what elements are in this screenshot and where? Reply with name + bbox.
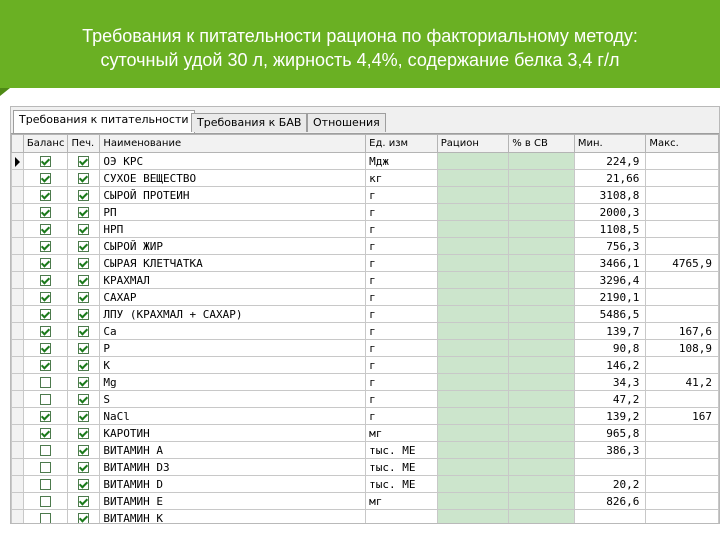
percent-dm-cell[interactable]: [509, 306, 575, 323]
print-checkbox-cell: [68, 425, 100, 442]
balance-checkbox[interactable]: [40, 292, 51, 303]
min-value[interactable]: 90,8: [574, 340, 646, 357]
unit-cell[interactable]: г: [366, 323, 438, 340]
percent-dm-cell[interactable]: [509, 221, 575, 238]
min-value[interactable]: 1108,5: [574, 221, 646, 238]
max-value[interactable]: [646, 238, 719, 255]
min-value[interactable]: 20,2: [574, 476, 646, 493]
table-row[interactable]: [12, 476, 719, 493]
nutrient-name[interactable]: ВИТАМИН Е: [100, 493, 366, 510]
table-row[interactable]: [12, 255, 719, 272]
balance-checkbox-cell: [23, 374, 68, 391]
min-value[interactable]: [574, 510, 646, 525]
balance-checkbox[interactable]: [40, 360, 51, 371]
balance-checkbox-cell: [23, 204, 68, 221]
balance-checkbox[interactable]: [40, 326, 51, 337]
min-value[interactable]: 826,6: [574, 493, 646, 510]
print-checkbox[interactable]: [78, 292, 89, 303]
min-value[interactable]: 3108,8: [574, 187, 646, 204]
percent-dm-cell[interactable]: [509, 153, 575, 170]
balance-checkbox[interactable]: [40, 445, 51, 456]
min-value[interactable]: 224,9: [574, 153, 646, 170]
percent-dm-cell[interactable]: [509, 459, 575, 476]
table-row[interactable]: [12, 272, 719, 289]
nutrient-name[interactable]: НРП: [100, 221, 366, 238]
min-value[interactable]: 21,66: [574, 170, 646, 187]
ration-cell[interactable]: [437, 374, 508, 391]
min-value[interactable]: 2000,3: [574, 204, 646, 221]
table-row[interactable]: [12, 323, 719, 340]
nutrient-name[interactable]: NaCl: [100, 408, 366, 425]
row-indicator[interactable]: [12, 391, 24, 408]
balance-checkbox-cell: [23, 272, 68, 289]
balance-checkbox[interactable]: [40, 275, 51, 286]
print-checkbox-cell: [68, 272, 100, 289]
header-ration[interactable]: Рацион: [437, 135, 508, 153]
nutrient-name[interactable]: ВИТАМИН К: [100, 510, 366, 525]
row-indicator[interactable]: [12, 255, 24, 272]
print-checkbox-cell: [68, 306, 100, 323]
balance-checkbox[interactable]: [40, 428, 51, 439]
balance-checkbox[interactable]: [40, 496, 51, 507]
ration-cell[interactable]: [437, 340, 508, 357]
balance-checkbox-cell: [23, 306, 68, 323]
min-value[interactable]: 47,2: [574, 391, 646, 408]
app-window: [10, 106, 720, 524]
min-value[interactable]: 3466,1: [574, 255, 646, 272]
balance-checkbox[interactable]: [40, 207, 51, 218]
print-checkbox[interactable]: [78, 462, 89, 473]
print-checkbox[interactable]: [78, 479, 89, 490]
print-checkbox-cell: [68, 289, 100, 306]
max-value[interactable]: [646, 459, 719, 476]
ration-cell[interactable]: [437, 323, 508, 340]
max-value[interactable]: [646, 153, 719, 170]
table-row[interactable]: [12, 442, 719, 459]
tab-nutrition-requirements[interactable]: Требования к питательности: [13, 110, 195, 133]
row-indicator[interactable]: [12, 221, 24, 238]
nutrient-name[interactable]: Mg: [100, 374, 366, 391]
banner-fold: [0, 88, 10, 96]
slide-title: [10, 24, 710, 72]
balance-checkbox[interactable]: [40, 513, 51, 524]
max-value[interactable]: [646, 289, 719, 306]
balance-checkbox[interactable]: [40, 411, 51, 422]
balance-checkbox-cell: [23, 476, 68, 493]
max-value[interactable]: [646, 187, 719, 204]
percent-dm-cell[interactable]: [509, 255, 575, 272]
min-value[interactable]: [574, 459, 646, 476]
print-checkbox[interactable]: [78, 173, 89, 184]
print-checkbox-cell: [68, 170, 100, 187]
balance-checkbox[interactable]: [40, 173, 51, 184]
row-indicator[interactable]: [12, 272, 24, 289]
ration-cell[interactable]: [437, 476, 508, 493]
print-checkbox[interactable]: [78, 326, 89, 337]
print-checkbox-cell: [68, 391, 100, 408]
balance-checkbox[interactable]: [40, 258, 51, 269]
max-value[interactable]: [646, 221, 719, 238]
unit-cell[interactable]: г: [366, 238, 438, 255]
unit-cell[interactable]: г: [366, 255, 438, 272]
unit-cell[interactable]: г: [366, 221, 438, 238]
print-checkbox-cell: [68, 374, 100, 391]
unit-cell[interactable]: [366, 510, 438, 525]
min-value[interactable]: 965,8: [574, 425, 646, 442]
percent-dm-cell[interactable]: [509, 374, 575, 391]
ration-cell[interactable]: [437, 272, 508, 289]
print-checkbox-cell: [68, 340, 100, 357]
min-value[interactable]: 139,2: [574, 408, 646, 425]
nutrient-name[interactable]: S: [100, 391, 366, 408]
ration-cell[interactable]: [437, 391, 508, 408]
balance-checkbox[interactable]: [40, 343, 51, 354]
nutrient-name[interactable]: ВИТАМИН D3: [100, 459, 366, 476]
row-indicator[interactable]: [12, 170, 24, 187]
ration-cell[interactable]: [437, 510, 508, 525]
unit-cell[interactable]: мг: [366, 493, 438, 510]
balance-checkbox-cell: [23, 408, 68, 425]
header-row: [12, 135, 719, 153]
header-min[interactable]: Мин.: [574, 135, 646, 153]
row-indicator[interactable]: [12, 289, 24, 306]
table-row[interactable]: [12, 187, 719, 204]
balance-checkbox-cell: [23, 255, 68, 272]
print-checkbox[interactable]: [78, 309, 89, 320]
row-indicator[interactable]: [12, 425, 24, 442]
max-value[interactable]: 41,2: [646, 374, 719, 391]
max-value[interactable]: [646, 510, 719, 525]
requirements-grid: [11, 133, 719, 524]
max-value[interactable]: [646, 272, 719, 289]
balance-checkbox-cell: [23, 289, 68, 306]
balance-checkbox[interactable]: [40, 309, 51, 320]
balance-checkbox[interactable]: [40, 394, 51, 405]
nutrient-name[interactable]: СЫРОЙ ПРОТЕИН: [100, 187, 366, 204]
ration-cell[interactable]: [437, 187, 508, 204]
print-checkbox-cell: [68, 357, 100, 374]
percent-dm-cell[interactable]: [509, 476, 575, 493]
unit-cell[interactable]: тыс. МЕ: [366, 442, 438, 459]
unit-cell[interactable]: г: [366, 187, 438, 204]
nutrient-name[interactable]: САХАР: [100, 289, 366, 306]
ration-cell[interactable]: [437, 289, 508, 306]
nutrient-name[interactable]: ВИТАМИН D: [100, 476, 366, 493]
min-value[interactable]: 756,3: [574, 238, 646, 255]
print-checkbox[interactable]: [78, 411, 89, 422]
balance-checkbox-cell: [23, 425, 68, 442]
nutrient-name[interactable]: K: [100, 357, 366, 374]
ration-cell[interactable]: [437, 170, 508, 187]
unit-cell[interactable]: г: [366, 204, 438, 221]
balance-checkbox-cell: [23, 340, 68, 357]
row-indicator[interactable]: [12, 442, 24, 459]
max-value[interactable]: 167,6: [646, 323, 719, 340]
print-checkbox-cell: [68, 238, 100, 255]
table-row[interactable]: [12, 357, 719, 374]
percent-dm-cell[interactable]: [509, 272, 575, 289]
print-checkbox-cell: [68, 493, 100, 510]
max-value[interactable]: [646, 442, 719, 459]
current-row-arrow-icon: [15, 157, 20, 167]
print-checkbox-cell: [68, 221, 100, 238]
row-indicator[interactable]: [12, 459, 24, 476]
min-value[interactable]: 3296,4: [574, 272, 646, 289]
unit-cell[interactable]: г: [366, 357, 438, 374]
print-checkbox-cell: [68, 459, 100, 476]
row-indicator[interactable]: [12, 493, 24, 510]
nutrient-name[interactable]: P: [100, 340, 366, 357]
unit-cell[interactable]: г: [366, 289, 438, 306]
nutrient-name[interactable]: КРАХМАЛ: [100, 272, 366, 289]
max-value[interactable]: [646, 306, 719, 323]
max-value[interactable]: [646, 493, 719, 510]
nutrient-name[interactable]: СЫРАЯ КЛЕТЧАТКА: [100, 255, 366, 272]
percent-dm-cell[interactable]: [509, 289, 575, 306]
balance-checkbox[interactable]: [40, 241, 51, 252]
table-row[interactable]: [12, 391, 719, 408]
ration-cell[interactable]: [437, 442, 508, 459]
table-row[interactable]: [12, 221, 719, 238]
balance-checkbox-cell: [23, 510, 68, 525]
slide-title-line-1: Требования к питательности рациона по факториальному методу:: [82, 26, 638, 46]
balance-checkbox-cell: [23, 170, 68, 187]
unit-cell[interactable]: г: [366, 272, 438, 289]
table-row[interactable]: [12, 238, 719, 255]
ration-cell[interactable]: [437, 221, 508, 238]
nutrient-name[interactable]: РП: [100, 204, 366, 221]
nutrient-name[interactable]: СУХОЕ ВЕЩЕСТВО: [100, 170, 366, 187]
max-value[interactable]: [646, 425, 719, 442]
row-indicator[interactable]: [12, 340, 24, 357]
unit-cell[interactable]: тыс. МЕ: [366, 476, 438, 493]
ration-cell[interactable]: [437, 408, 508, 425]
unit-cell[interactable]: мг: [366, 425, 438, 442]
nutrient-name[interactable]: КАРОТИН: [100, 425, 366, 442]
balance-checkbox-cell: [23, 238, 68, 255]
unit-cell[interactable]: Мдж: [366, 153, 438, 170]
print-checkbox-cell: [68, 153, 100, 170]
ration-cell[interactable]: [437, 255, 508, 272]
unit-cell[interactable]: г: [366, 391, 438, 408]
table-row[interactable]: [12, 204, 719, 221]
print-checkbox[interactable]: [78, 428, 89, 439]
row-indicator[interactable]: [12, 306, 24, 323]
print-checkbox-cell: [68, 204, 100, 221]
table-row[interactable]: [12, 459, 719, 476]
max-value[interactable]: 4765,9: [646, 255, 719, 272]
ration-cell[interactable]: [437, 357, 508, 374]
unit-cell[interactable]: г: [366, 306, 438, 323]
header-name[interactable]: Наименование: [100, 135, 366, 153]
header-max[interactable]: Макс.: [646, 135, 719, 153]
print-checkbox-cell: [68, 510, 100, 525]
unit-cell[interactable]: тыс. МЕ: [366, 459, 438, 476]
table-row[interactable]: [12, 408, 719, 425]
balance-checkbox-cell: [23, 493, 68, 510]
balance-checkbox[interactable]: [40, 156, 51, 167]
requirements-table: [11, 134, 719, 524]
percent-dm-cell[interactable]: [509, 204, 575, 221]
max-value[interactable]: [646, 391, 719, 408]
table-row[interactable]: [12, 153, 719, 170]
print-checkbox[interactable]: [78, 207, 89, 218]
header-percent-dm[interactable]: % в СВ: [509, 135, 575, 153]
print-checkbox-cell: [68, 255, 100, 272]
balance-checkbox-cell: [23, 357, 68, 374]
percent-dm-cell[interactable]: [509, 187, 575, 204]
unit-cell[interactable]: г: [366, 374, 438, 391]
max-value[interactable]: [646, 204, 719, 221]
print-checkbox-cell: [68, 187, 100, 204]
balance-checkbox[interactable]: [40, 479, 51, 490]
print-checkbox[interactable]: [78, 156, 89, 167]
tab-bar: [11, 107, 719, 133]
print-checkbox[interactable]: [78, 343, 89, 354]
tab-relations[interactable]: Отношения: [307, 113, 386, 132]
print-checkbox[interactable]: [78, 275, 89, 286]
min-value[interactable]: 5486,5: [574, 306, 646, 323]
unit-cell[interactable]: кг: [366, 170, 438, 187]
nutrient-name[interactable]: ЛПУ (КРАХМАЛ + САХАР): [100, 306, 366, 323]
print-checkbox[interactable]: [78, 258, 89, 269]
nutrient-name[interactable]: СЫРОЙ ЖИР: [100, 238, 366, 255]
row-indicator[interactable]: [12, 357, 24, 374]
print-checkbox-cell: [68, 323, 100, 340]
balance-checkbox-cell: [23, 221, 68, 238]
row-indicator[interactable]: [12, 204, 24, 221]
percent-dm-cell[interactable]: [509, 408, 575, 425]
row-indicator[interactable]: [12, 187, 24, 204]
percent-dm-cell[interactable]: [509, 442, 575, 459]
print-checkbox[interactable]: [78, 445, 89, 456]
table-row[interactable]: [12, 340, 719, 357]
balance-checkbox-cell: [23, 459, 68, 476]
table-row[interactable]: [12, 170, 719, 187]
max-value[interactable]: [646, 476, 719, 493]
row-indicator[interactable]: [12, 323, 24, 340]
max-value[interactable]: 108,9: [646, 340, 719, 357]
max-value[interactable]: [646, 357, 719, 374]
percent-dm-cell[interactable]: [509, 493, 575, 510]
row-indicator[interactable]: [12, 510, 24, 525]
nutrient-name[interactable]: ОЭ КРС: [100, 153, 366, 170]
balance-checkbox-cell: [23, 153, 68, 170]
ration-cell[interactable]: [437, 306, 508, 323]
percent-dm-cell[interactable]: [509, 238, 575, 255]
table-row[interactable]: [12, 425, 719, 442]
max-value[interactable]: 167: [646, 408, 719, 425]
grid-body: [12, 153, 719, 525]
balance-checkbox-cell: [23, 391, 68, 408]
balance-checkbox-cell: [23, 323, 68, 340]
unit-cell[interactable]: г: [366, 340, 438, 357]
percent-dm-cell[interactable]: [509, 391, 575, 408]
print-checkbox[interactable]: [78, 190, 89, 201]
ration-cell[interactable]: [437, 459, 508, 476]
min-value[interactable]: 146,2: [574, 357, 646, 374]
balance-checkbox[interactable]: [40, 462, 51, 473]
print-checkbox-cell: [68, 476, 100, 493]
header-unit[interactable]: Ед. изм: [366, 135, 438, 153]
unit-cell[interactable]: г: [366, 408, 438, 425]
min-value[interactable]: 139,7: [574, 323, 646, 340]
balance-checkbox-cell: [23, 442, 68, 459]
print-checkbox[interactable]: [78, 224, 89, 235]
percent-dm-cell[interactable]: [509, 340, 575, 357]
percent-dm-cell[interactable]: [509, 170, 575, 187]
print-checkbox[interactable]: [78, 241, 89, 252]
balance-checkbox[interactable]: [40, 377, 51, 388]
ration-cell[interactable]: [437, 493, 508, 510]
balance-checkbox[interactable]: [40, 190, 51, 201]
header-indicator: [12, 135, 24, 153]
row-indicator[interactable]: [12, 238, 24, 255]
min-value[interactable]: 2190,1: [574, 289, 646, 306]
table-row[interactable]: [12, 306, 719, 323]
percent-dm-cell[interactable]: [509, 510, 575, 525]
print-checkbox-cell: [68, 442, 100, 459]
print-checkbox[interactable]: [78, 513, 89, 524]
ration-cell[interactable]: [437, 153, 508, 170]
min-value[interactable]: 34,3: [574, 374, 646, 391]
row-indicator[interactable]: [12, 476, 24, 493]
balance-checkbox-cell: [23, 187, 68, 204]
nutrient-name[interactable]: Са: [100, 323, 366, 340]
table-row[interactable]: [12, 510, 719, 525]
row-indicator[interactable]: [12, 153, 24, 170]
header-balance[interactable]: Баланс: [23, 135, 68, 153]
min-value[interactable]: 386,3: [574, 442, 646, 459]
row-indicator[interactable]: [12, 374, 24, 391]
row-indicator[interactable]: [12, 408, 24, 425]
max-value[interactable]: [646, 170, 719, 187]
print-checkbox[interactable]: [78, 360, 89, 371]
header-print[interactable]: Печ.: [68, 135, 100, 153]
percent-dm-cell[interactable]: [509, 323, 575, 340]
tab-bav-requirements[interactable]: Требования к БАВ: [191, 113, 307, 132]
ration-cell[interactable]: [437, 238, 508, 255]
ration-cell[interactable]: [437, 425, 508, 442]
percent-dm-cell[interactable]: [509, 425, 575, 442]
percent-dm-cell[interactable]: [509, 357, 575, 374]
print-checkbox[interactable]: [78, 496, 89, 507]
slide-title-line-2: суточный удой 30 л, жирность 4,4%, содержание белка 3,4 г/л: [100, 50, 620, 70]
table-row[interactable]: [12, 374, 719, 391]
balance-checkbox[interactable]: [40, 224, 51, 235]
table-row[interactable]: [12, 289, 719, 306]
print-checkbox[interactable]: [78, 377, 89, 388]
print-checkbox[interactable]: [78, 394, 89, 405]
nutrient-name[interactable]: ВИТАМИН А: [100, 442, 366, 459]
print-checkbox-cell: [68, 408, 100, 425]
table-row[interactable]: [12, 493, 719, 510]
ration-cell[interactable]: [437, 204, 508, 221]
